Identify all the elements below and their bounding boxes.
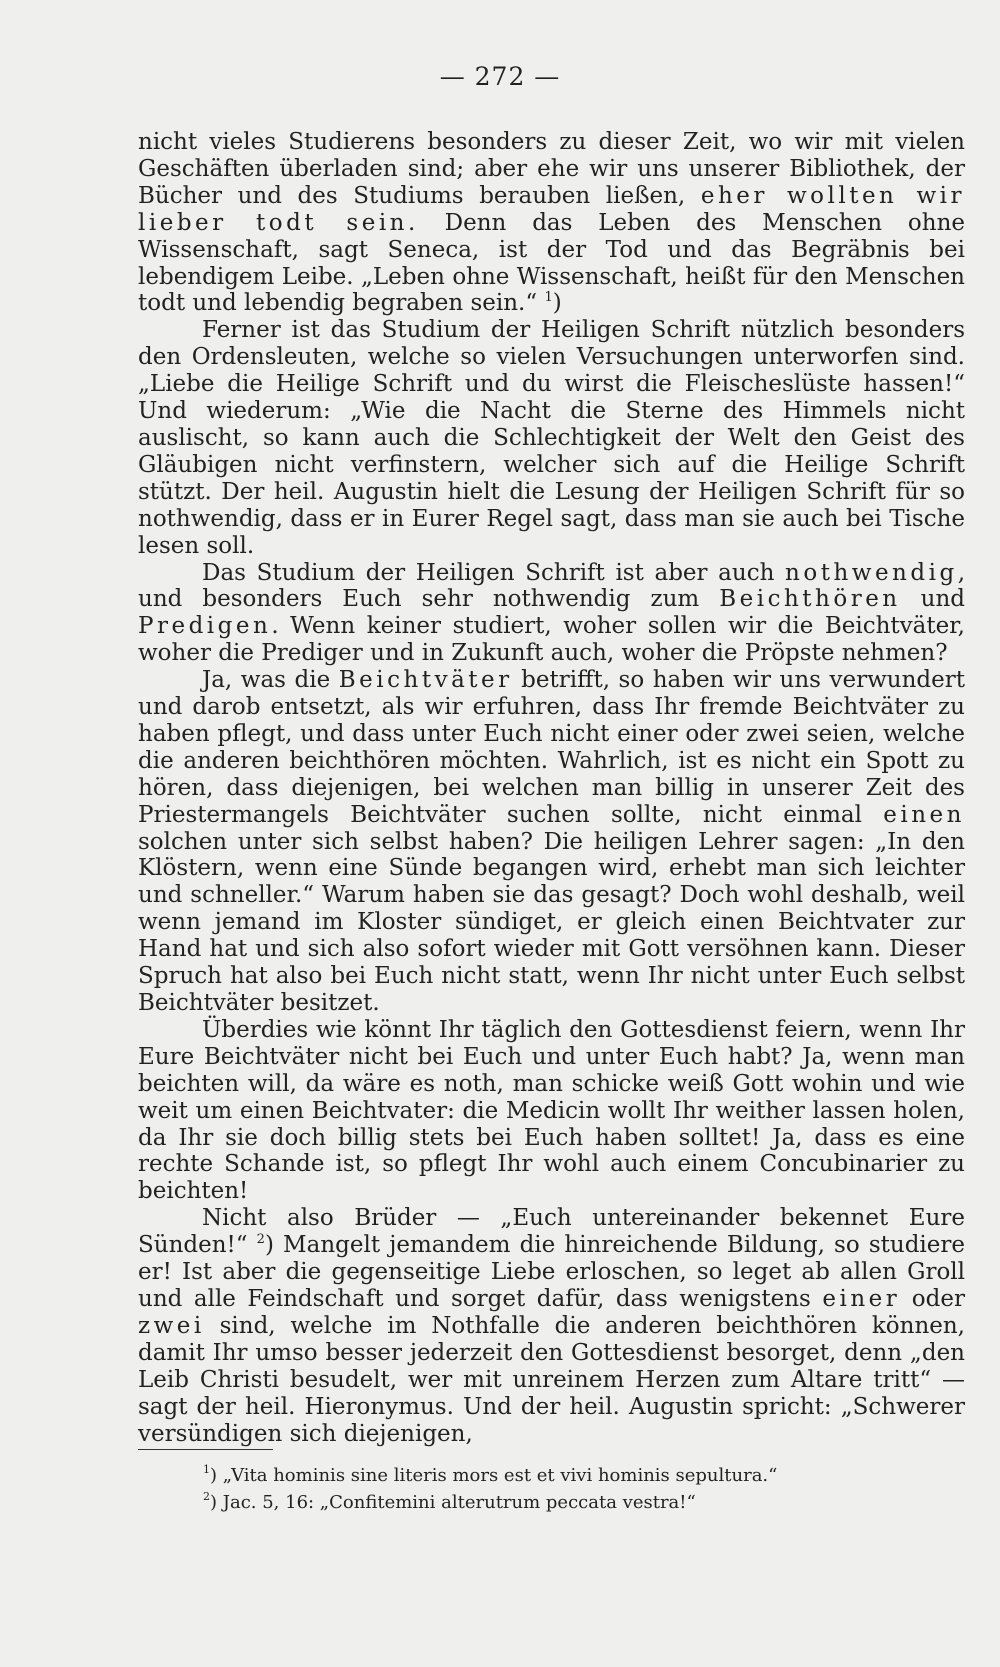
footnote-mark: 2 [203, 1490, 210, 1503]
paragraph: Nicht also Brüder — „Euch untereinander bekennet Eure Sünden!“ $^2$) Mangelt jemandem die hinreichende Bildung, so studiere er! Ist aber die gegenseitige Liebe erloschen, so leget ab allen Groll und alle Feindschaft und sorget dafür, dass wenigstens einer oder zwei sind, welche im Nothfalle die anderen beichthören können, damit Ihr umso besser jederzeit den Gottesdienst besorget, denn „den Leib Christi besudelt, wer mit unreinem Herzen zum Altare tritt“ — sagt der heil. Hieronymus. Und der heil. Augustin spricht: „Schwerer versündigen sich diejenigen, [138, 1205, 965, 1447]
footnote [203, 1462, 963, 1489]
main-text [138, 129, 965, 1447]
footnotes [203, 1462, 963, 1516]
paragraph: Überdies wie könnt Ihr täglich den Gottesdienst feiern, wenn Ihr Eure Beichtväter nicht bei Euch und unter Euch habt? Ja, wenn man beichten will, da wäre es noth, man schicke weiß Gott wohin und wie weit um einen Beichtvater: die Medicin wollt Ihr weither lassen holen, da Ihr sie doch billig stets bei Euch haben solltet! Ja, dass es eine rechte Schande ist, so pflegt Ihr wohl auch einem Concubinarier zu beichten! [138, 1016, 965, 1205]
paragraph: Ja, was die Beichtväter betrifft, so haben wir uns verwundert und darob entsetzt, als wir erfuhren, dass Ihr fremde Beichtväter zu haben pflegt, und dass unter Euch nicht einer oder zwei seien, welche die anderen beichthören möchten. Wahrlich, ist es nicht ein Spott zu hören, dass diejenigen, bei welchen man billig in unserer Zeit des Priestermangels Beichtväter suchen sollte, nicht einmal einen solchen unter sich selbst haben? Die heiligen Lehrer sagen: „In den Klöstern, wenn eine Sünde begangen wird, erhebt man sich leichter und schneller.“ Warum haben sie das gesagt? Doch wohl deshalb, weil wenn jemand im Kloster sündiget, er gleich einen Beichtvater zur Hand hat und sich also sofort wieder mit Gott versöhnen kann. Dieser Spruch hat also bei Euch nicht statt, wenn Ihr nicht unter Euch selbst Beichtväter besitzet. [138, 667, 965, 1016]
page-number: — 272 — [439, 62, 561, 91]
footnote-mark: 1 [203, 1463, 210, 1476]
paragraph: Ferner ist das Studium der Heiligen Schrift nützlich besonders den Ordensleuten, welche so vielen Versuchungen unterworfen sind. „Liebe die Heilige Schrift und du wirst die Fleischeslüste hassen!“ Und wiederum: „Wie die Nacht die Sterne des Himmels nicht auslischt, so kann auch die Schlechtigkeit der Welt den Geist des Gläubigen nicht verfinstern, welcher sich auf die Heilige Schrift stützt. Der heil. Augustin hielt die Lesung der Heiligen Schrift für so nothwendig, dass er in Eurer Regel sagt, dass man sie auch bei Tische lesen soll. [138, 317, 965, 559]
footnote-divider [138, 1449, 273, 1450]
paragraph: Das Studium der Heiligen Schrift ist aber auch nothwendig, und besonders Euch sehr nothwendig zum Beichthören und Predigen. Wenn keiner studiert, woher sollen wir die Beichtväter, woher die Prediger und in Zukunft auch, woher die Pröpste nehmen? [138, 559, 965, 667]
paragraph: nicht vieles Studierens besonders zu dieser Zeit, wo wir mit vielen Geschäften überladen sind; aber ehe wir uns unserer Bibliothek, der Bücher und des Studiums berauben ließen, eher wollten wir lieber todt sein. Denn das Leben des Menschen ohne Wissenschaft, sagt Seneca, ist der Tod und das Begräbnis bei lebendigem Leibe. „Leben ohne Wissenschaft, heißt für den Menschen todt und lebendig begraben sein.“ $^1$) [138, 129, 966, 317]
footnote-text: ) „Vita hominis sine literis mors est et vivi hominis sepultura.“ [210, 1465, 778, 1486]
footnote-text: ) Jac. 5, 16: „Confitemini alterutrum peccata vestra!“ [210, 1492, 696, 1513]
footnote [203, 1489, 963, 1516]
